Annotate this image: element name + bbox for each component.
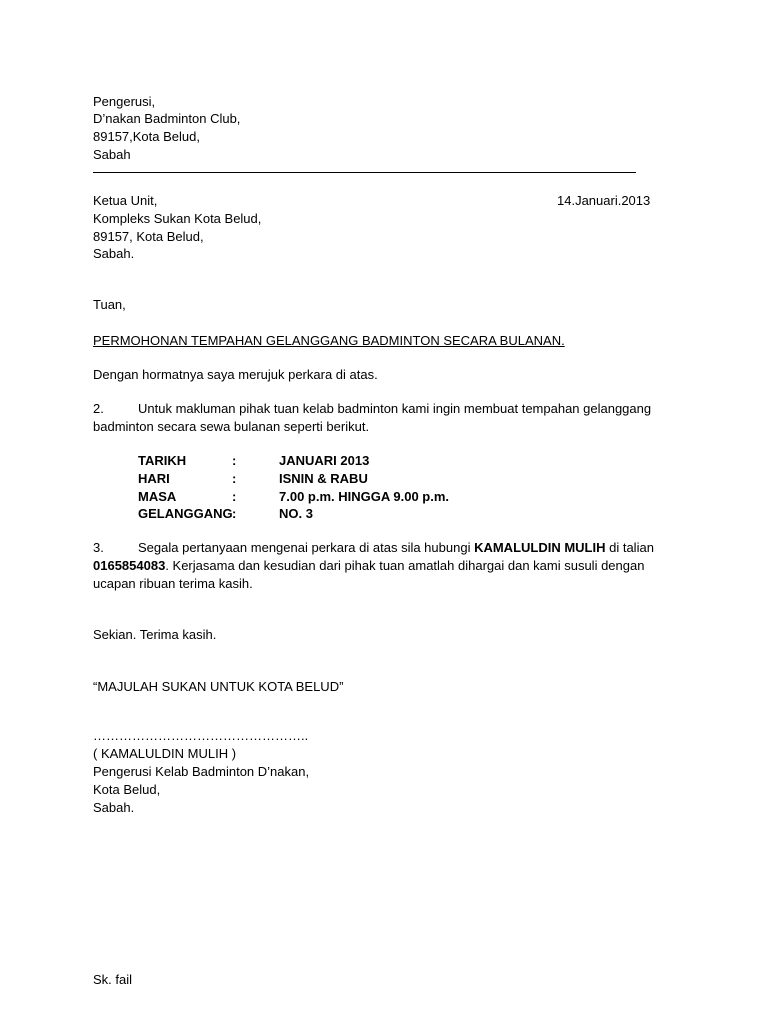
signature-line: ………………………………………….. xyxy=(93,728,309,743)
paragraph-3-text-tail: di talian xyxy=(605,540,654,555)
header-divider xyxy=(93,172,636,173)
motto: “MAJULAH SUKAN UNTUK KOTA BELUD” xyxy=(93,679,344,694)
signatory-place: Kota Belud, xyxy=(93,782,161,797)
paragraph-3-line-1 xyxy=(138,539,654,557)
booking-label: HARI xyxy=(138,471,170,486)
booking-value: ISNIN & RABU xyxy=(279,471,368,486)
contact-name: KAMALULDIN MULIH xyxy=(474,540,606,555)
recipient-line-1: Ketua Unit, xyxy=(93,193,158,208)
paragraph-2-number: 2. xyxy=(93,401,104,416)
signatory-state: Sabah. xyxy=(93,800,135,815)
closing-remark: Sekian. Terima kasih. xyxy=(93,627,217,642)
booking-separator: : xyxy=(232,471,237,486)
letter-date: 14.Januari.2013 xyxy=(557,193,651,208)
booking-separator: : xyxy=(232,453,237,468)
booking-separator: : xyxy=(232,506,237,521)
sender-line-4: Sabah xyxy=(93,147,131,162)
subject-heading: PERMOHONAN TEMPAHAN GELANGGANG BADMINTON SECARA BULANAN. xyxy=(93,333,565,348)
booking-label: MASA xyxy=(138,489,177,504)
booking-label: GELANGGANG xyxy=(138,506,233,521)
carbon-copy-note: Sk. fail xyxy=(93,972,133,987)
recipient-line-4: Sabah. xyxy=(93,246,135,261)
sender-line-2: D’nakan Badminton Club, xyxy=(93,111,241,126)
signatory-name: ( KAMALULDIN MULIH ) xyxy=(93,746,237,761)
contact-phone: 0165854083 xyxy=(93,558,166,573)
paragraph-3-text: Segala pertanyaan mengenai perkara di atas sila hubungi xyxy=(138,540,475,555)
sender-line-3: 89157,Kota Belud, xyxy=(93,129,200,144)
booking-value: 7.00 p.m. HINGGA 9.00 p.m. xyxy=(279,489,450,504)
recipient-line-2: Kompleks Sukan Kota Belud, xyxy=(93,211,262,226)
salutation: Tuan, xyxy=(93,297,126,312)
paragraph-3-text-2: . Kerjasama dan kesudian dari pihak tuan amatlah dihargai dan kami susuli dengan xyxy=(165,558,645,573)
paragraph-2-line-1: Untuk makluman pihak tuan kelab badminton kami ingin membuat tempahan gelanggang xyxy=(138,401,652,416)
paragraph-1: Dengan hormatnya saya merujuk perkara di atas. xyxy=(93,367,378,382)
paragraph-2-line-2: badminton secara sewa bulanan seperti berikut. xyxy=(93,419,370,434)
paragraph-3-number: 3. xyxy=(93,540,104,555)
booking-separator: : xyxy=(232,489,237,504)
signatory-title: Pengerusi Kelab Badminton D’nakan, xyxy=(93,764,310,779)
booking-value: JANUARI 2013 xyxy=(279,453,370,468)
booking-value: NO. 3 xyxy=(279,506,313,521)
paragraph-3-line-3: ucapan ribuan terima kasih. xyxy=(93,576,253,591)
paragraph-3-line-2 xyxy=(93,557,644,575)
sender-line-1: Pengerusi, xyxy=(93,94,156,109)
booking-label: TARIKH xyxy=(138,453,187,468)
recipient-line-3: 89157, Kota Belud, xyxy=(93,229,204,244)
